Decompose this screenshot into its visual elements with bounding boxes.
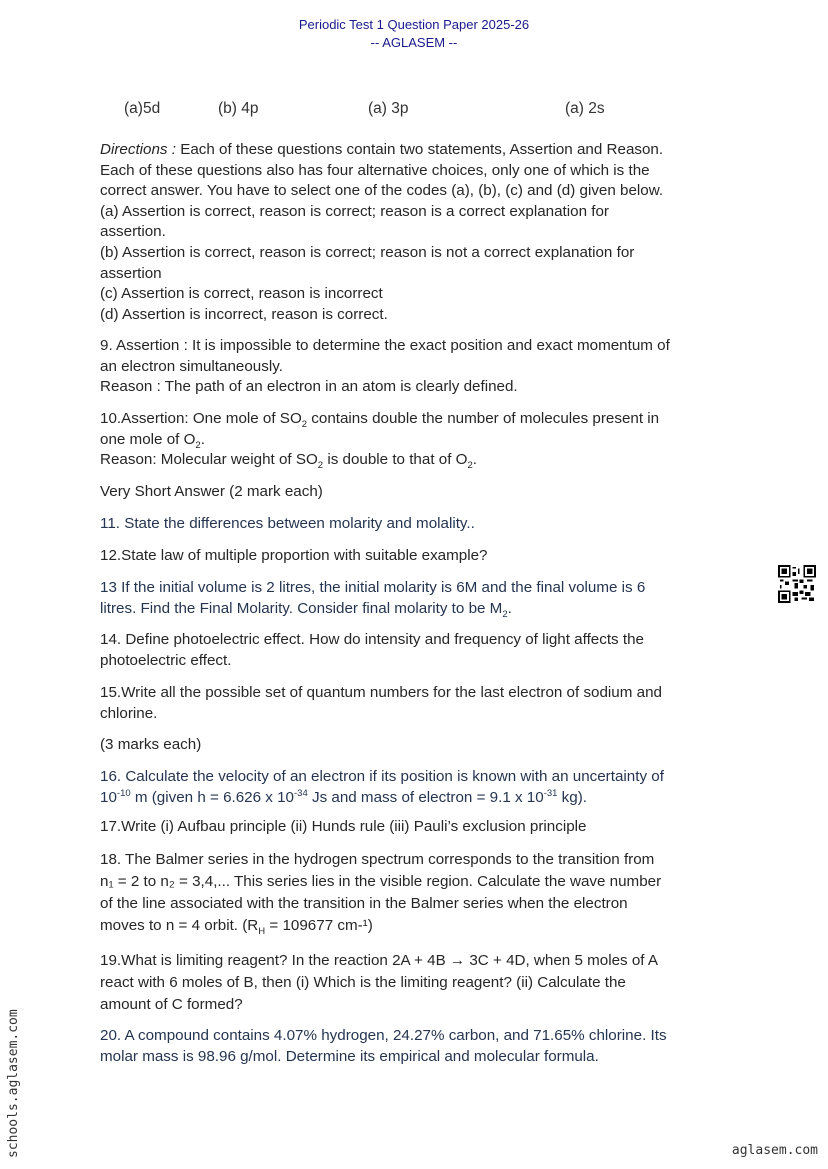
text-segment: moves to n = 4 orbit. (R <box>100 917 259 934</box>
text-segment: Reason: Molecular weight of SO <box>100 451 318 469</box>
subscript: H <box>258 926 266 938</box>
text-line <box>100 915 661 937</box>
text-segment: Each of these questions contain two statements, Assertion and Reason. <box>175 141 664 158</box>
text-line: 9. Assertion : It is impossible to determine the exact position and exact momentum of <box>100 337 670 354</box>
text-segment: one mole of O <box>100 430 196 448</box>
question-block <box>100 514 475 535</box>
option-b-4p: (b) 4p <box>218 100 259 117</box>
question-block <box>100 140 663 325</box>
text-line: (d) Assertion is incorrect, reason is correct. <box>100 305 388 323</box>
text-line: Very Short Answer (2 mark each) <box>100 483 323 500</box>
text-line: correct answer. You have to select one of the codes (a), (b), (c) and (d) given below. <box>100 182 664 200</box>
text-line: 14. Define photoelectric effect. How do intensity and frequency of light affects the <box>100 631 644 648</box>
text-line: of the line associated with the transition in the Balmer series when the electron <box>100 895 628 912</box>
subscript: 2 <box>317 460 324 472</box>
text-segment: 10 <box>100 788 117 806</box>
text-line: 12.State law of multiple proportion with suitable example? <box>100 547 488 564</box>
subscript: 2 <box>467 460 473 472</box>
text-line: molar mass is 98.96 g/mol. Determine its empirical and molecular formula. <box>100 1047 599 1065</box>
text-segment: litres. Find the Final Molarity. Consider final molarity to be M <box>100 599 503 617</box>
text-segment: . <box>472 451 477 469</box>
question-block <box>100 767 664 808</box>
text-segment: . <box>200 430 205 448</box>
text-line: 11. State the differences between molarity and molality.. <box>100 515 475 532</box>
text-line: assertion <box>100 264 162 282</box>
subscript: 2 <box>301 419 308 431</box>
question-block <box>100 630 644 671</box>
footer-site: aglasem.com <box>731 1143 818 1158</box>
text-line: 15.Write all the possible set of quantum numbers for the last electron of sodium and <box>100 684 662 701</box>
question-block <box>100 482 323 503</box>
question-block <box>100 409 659 471</box>
question-block <box>100 849 661 937</box>
text-segment: m (given h = 6.626 x 10 <box>130 788 295 806</box>
text-line: photoelectric effect. <box>100 651 232 669</box>
text-segment: = 109677 cm-¹) <box>265 917 373 934</box>
text-line: react with 6 moles of B, then (i) Which is the limiting reagent? (ii) Calculate the <box>100 974 626 991</box>
question-block <box>100 336 670 398</box>
question-block <box>100 1026 667 1067</box>
qr-code-icon <box>778 565 816 603</box>
subscript: 2 <box>502 608 508 620</box>
text-line <box>100 409 659 430</box>
document-subtitle: -- AGLASEM -- <box>370 35 458 50</box>
text-segment: . <box>507 599 512 617</box>
question-block <box>100 578 645 619</box>
text-line: chlorine. <box>100 704 158 722</box>
superscript: -10 <box>116 787 131 799</box>
superscript: -31 <box>543 787 558 799</box>
text-line: (3 marks each) <box>100 736 202 753</box>
option-a-3p: (a) 3p <box>368 100 409 117</box>
text-segment: Directions : <box>100 141 176 158</box>
text-segment: 10.Assertion: One mole of SO <box>100 410 302 427</box>
text-segment: is double to that of O <box>323 451 468 469</box>
option-a-2s: (a) 2s <box>565 100 605 117</box>
question-block <box>100 546 488 567</box>
document-title: Periodic Test 1 Question Paper 2025-26 <box>298 17 530 32</box>
text-line: n₁ = 2 to n₂ = 3,4,... This series lies in the visible region. Calculate the wave number <box>100 873 662 890</box>
side-watermark: schools.aglasem.com <box>6 1009 21 1158</box>
question-block <box>100 950 658 1016</box>
text-line: 16. Calculate the velocity of an electron if its position is known with an uncertainty of <box>100 768 664 785</box>
question-block <box>100 817 586 838</box>
text-line: 13 If the initial volume is 2 litres, the initial molarity is 6M and the final volume is 6 <box>100 579 646 596</box>
text-line: Reason : The path of an electron in an atom is clearly defined. <box>100 378 518 396</box>
text-line: 20. A compound contains 4.07% hydrogen, 24.27% carbon, and 71.65% chlorine. Its <box>100 1027 667 1044</box>
text-line: (a) Assertion is correct, reason is correct; reason is a correct explanation for <box>100 202 609 220</box>
text-line <box>100 140 663 161</box>
text-line: amount of C formed? <box>100 996 243 1013</box>
text-line <box>100 450 659 471</box>
question-block <box>100 735 201 756</box>
text-segment: kg). <box>557 788 587 806</box>
text-segment: Js and mass of electron = 9.1 x 10 <box>307 788 544 806</box>
text-line: Each of these questions also has four alternative choices, only one of which is the <box>100 161 650 179</box>
option-a-5d: (a)5d <box>124 100 161 117</box>
text-line: assertion. <box>100 223 166 241</box>
text-line: 18. The Balmer series in the hydrogen spectrum corresponds to the transition from <box>100 851 655 868</box>
superscript: -34 <box>294 787 308 799</box>
text-line: (b) Assertion is correct, reason is correct; reason is not a correct explanation for <box>100 243 635 261</box>
text-line: 19.What is limiting reagent? In the reaction 2A + 4B → 3C + 4D, when 5 moles of A <box>100 952 659 969</box>
question-block <box>100 683 662 724</box>
text-line <box>100 788 664 809</box>
text-line: 17.Write (i) Aufbau principle (ii) Hunds rule (iii) Pauli’s exclusion principle <box>100 818 587 835</box>
text-segment: contains double the number of molecules present in <box>307 410 660 427</box>
text-line <box>100 599 645 620</box>
subscript: 2 <box>195 439 201 451</box>
text-line: an electron simultaneously. <box>100 357 283 375</box>
text-line: (c) Assertion is correct, reason is incorrect <box>100 285 383 303</box>
text-line <box>100 430 659 451</box>
